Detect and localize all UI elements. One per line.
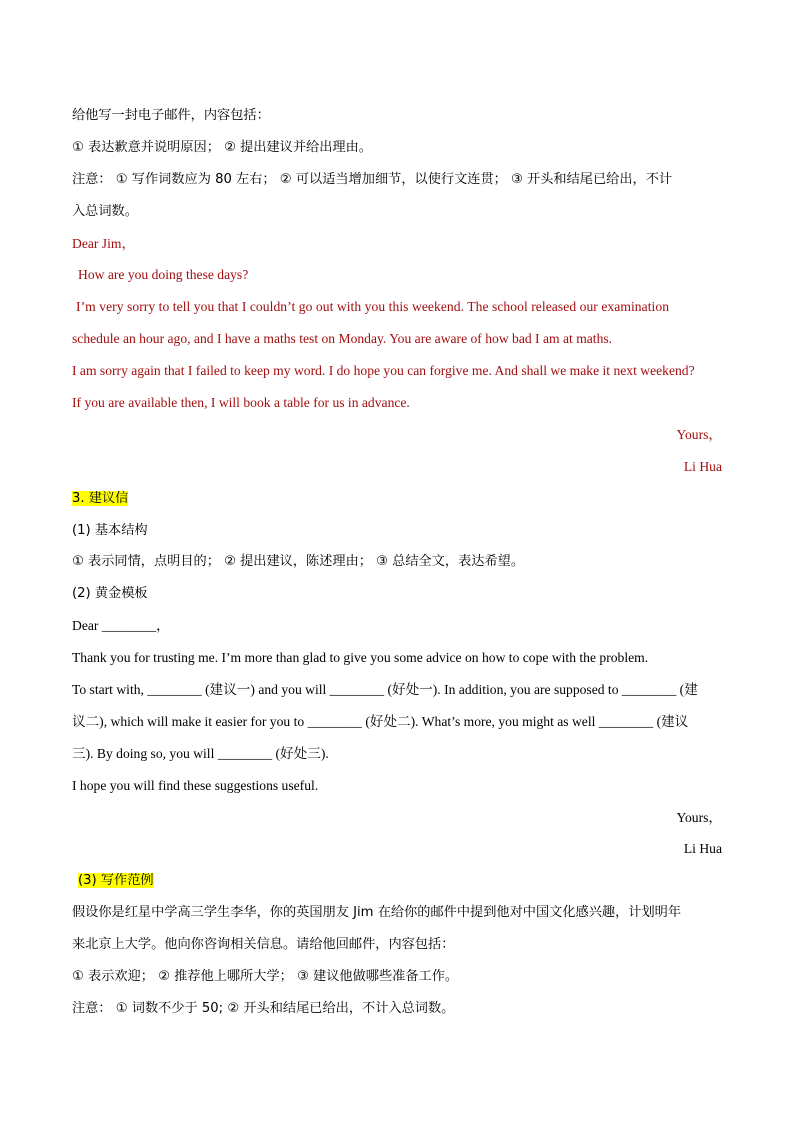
example-line-2: 来北京上大学。他向你咨询相关信息。请给他回邮件，内容包括： (72, 937, 455, 953)
example-points: ① 表示欢迎； ② 推荐他上哪所大学； ③ 建议他做哪些准备工作。 (72, 969, 459, 985)
letter-closing: Yours， (676, 426, 722, 442)
letter-line-2: I’m very sorry to tell you that I couldn’t go out with you this weekend. The school released our examination (76, 299, 670, 315)
example-line-1: 假设你是红星中学高三学生李华，你的英国朋友 Jim 在给你的邮件中提到他对中国文化感兴趣，计划明年 (72, 905, 682, 921)
template-greeting: Dear ________， (72, 618, 170, 634)
example-heading-row (72, 865, 722, 897)
task-note-line-1: 注意： ① 写作词数应为 80 左右； ② 可以适当增加细节，以使行文连贯； ③ 开头和结尾已给出，不计 (72, 171, 673, 187)
task-points: ① 表达歉意并说明原因； ② 提出建议并给出理由。 (72, 139, 372, 155)
template-heading: (2) 黄金模板 (72, 586, 148, 602)
letter-line-4: I am sorry again that I failed to keep my word. I do hope you can forgive me. And shall we make it next weekend? (72, 363, 695, 379)
letter-signature: Li Hua (683, 458, 722, 474)
structure-heading: (1) 基本结构 (72, 522, 148, 538)
document-page (72, 100, 722, 1025)
letter-line-3: schedule an hour ago, and I have a maths test on Monday. You are aware of how bad I am at maths. (72, 331, 613, 347)
task-note-line-2: 入总词数。 (72, 203, 138, 219)
structure-points: ① 表示同情，点明目的； ② 提出建议，陈述理由； ③ 总结全文，表达希望。 (72, 554, 525, 570)
section-3-heading: 3. 建议信 (72, 490, 129, 506)
template-signature: Li Hua (683, 841, 722, 857)
letter-greeting: Dear Jim， (72, 235, 136, 251)
template-line-1: Thank you for trusting me. I’m more than glad to give you some advice on how to cope with the problem. (72, 650, 649, 666)
template-line-2: To start with, ________ (建议一) and you will ________ (好处一). In addition, you are supposed to ________ (建 (72, 682, 698, 698)
section-3-heading-row (72, 483, 722, 515)
template-line-5: I hope you will find these suggestions useful. (72, 777, 319, 793)
example-note: 注意： ① 词数不少于 50; ② 开头和结尾已给出，不计入总词数。 (72, 1000, 455, 1016)
template-closing: Yours， (676, 809, 722, 825)
letter-line-1: How are you doing these days? (78, 267, 249, 283)
template-line-3: 议二), which will make it easier for you to ________ (好处二). What’s more, you might as well ________ (建议 (72, 713, 689, 729)
letter-line-5: If you are available then, I will book a table for us in advance. (72, 395, 410, 411)
template-line-4: 三). By doing so, you will ________ (好处三). (72, 745, 329, 761)
example-heading: (3) 写作范例 (78, 873, 154, 889)
task-intro: 给他写一封电子邮件，内容包括： (72, 108, 270, 123)
